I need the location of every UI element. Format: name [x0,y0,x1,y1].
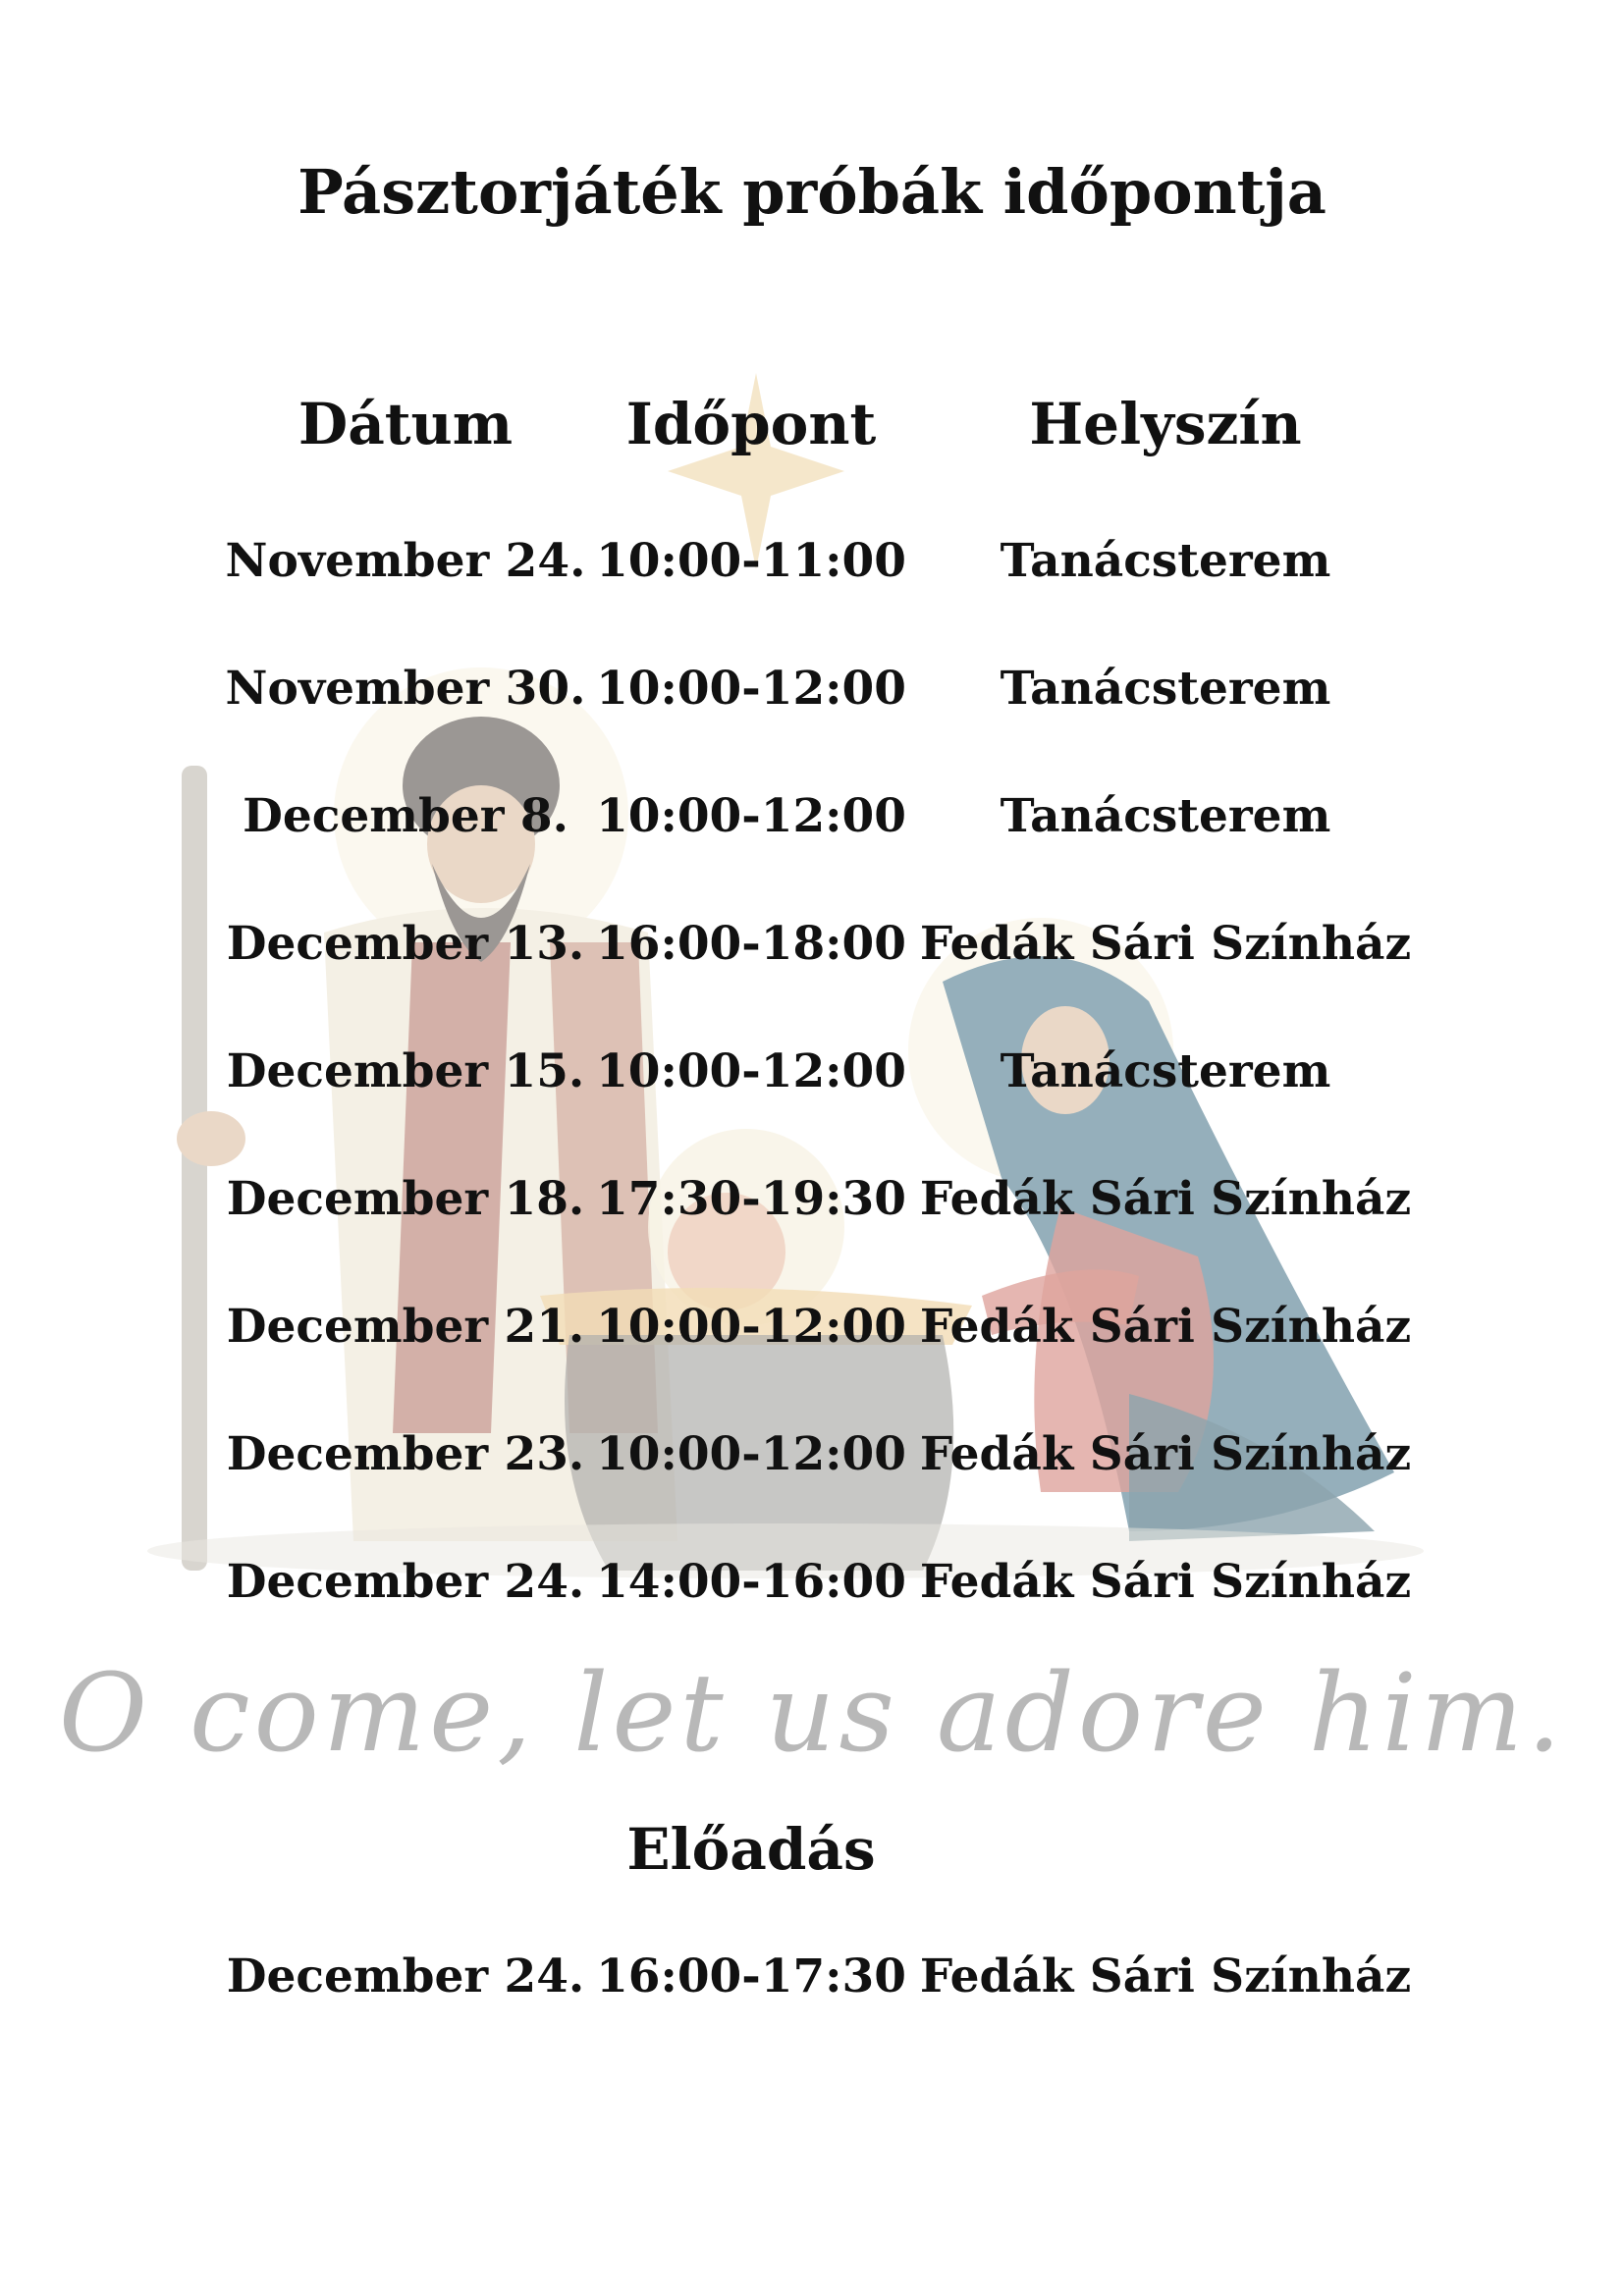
row-date: December 23. [226,1427,585,1481]
page-title: Pásztorjáték próbák időpontja [298,156,1326,228]
header-place: Helyszín [1029,391,1302,457]
row-date: December 15. [226,1044,585,1098]
table-row [0,534,1624,597]
performance-date: December 24. [226,1949,585,2003]
table-row [0,1555,1624,1618]
table-row [0,789,1624,852]
row-place: Fedák Sári Színház [919,1300,1412,1354]
row-place: Tanácsterem [1000,1044,1331,1098]
joseph-hand [177,1111,245,1166]
row-date: November 24. [225,534,586,588]
row-date: December 24. [226,1555,585,1609]
row-time: 10:00-12:00 [596,1427,906,1481]
header-date: Dátum [298,391,514,457]
row-date: November 30. [225,662,586,716]
table-row [0,1300,1624,1362]
row-time: 10:00-12:00 [596,789,906,843]
row-date: December 18. [226,1172,585,1226]
row-place: Fedák Sári Színház [919,1555,1412,1609]
table-row [0,1044,1624,1107]
performance-time: 16:00-17:30 [596,1949,906,2003]
row-place: Tanácsterem [1000,534,1331,588]
row-time: 14:00-16:00 [596,1555,906,1609]
row-time: 10:00-12:00 [596,1044,906,1098]
performance-row [0,1949,1624,2012]
row-time: 10:00-12:00 [596,662,906,716]
table-row [0,1172,1624,1235]
table-row [0,917,1624,980]
row-place: Fedák Sári Színház [919,1172,1412,1226]
row-time: 10:00-12:00 [596,1300,906,1354]
header-time: Időpont [625,391,877,457]
row-time: 16:00-18:00 [596,917,906,971]
row-place: Tanácsterem [1000,789,1331,843]
row-date: December 8. [243,789,568,843]
row-place: Fedák Sári Színház [919,1427,1412,1481]
script-caption: O come, let us adore him. [58,1650,1566,1776]
table-row [0,662,1624,724]
row-date: December 13. [226,917,585,971]
performance-place: Fedák Sári Színház [919,1949,1412,2003]
row-time: 17:30-19:30 [596,1172,906,1226]
row-date: December 21. [226,1300,585,1354]
row-place: Fedák Sári Színház [919,917,1412,971]
table-row [0,1427,1624,1490]
row-place: Tanácsterem [1000,662,1331,716]
performance-title: Előadás [626,1816,876,1883]
row-time: 10:00-11:00 [596,534,906,588]
